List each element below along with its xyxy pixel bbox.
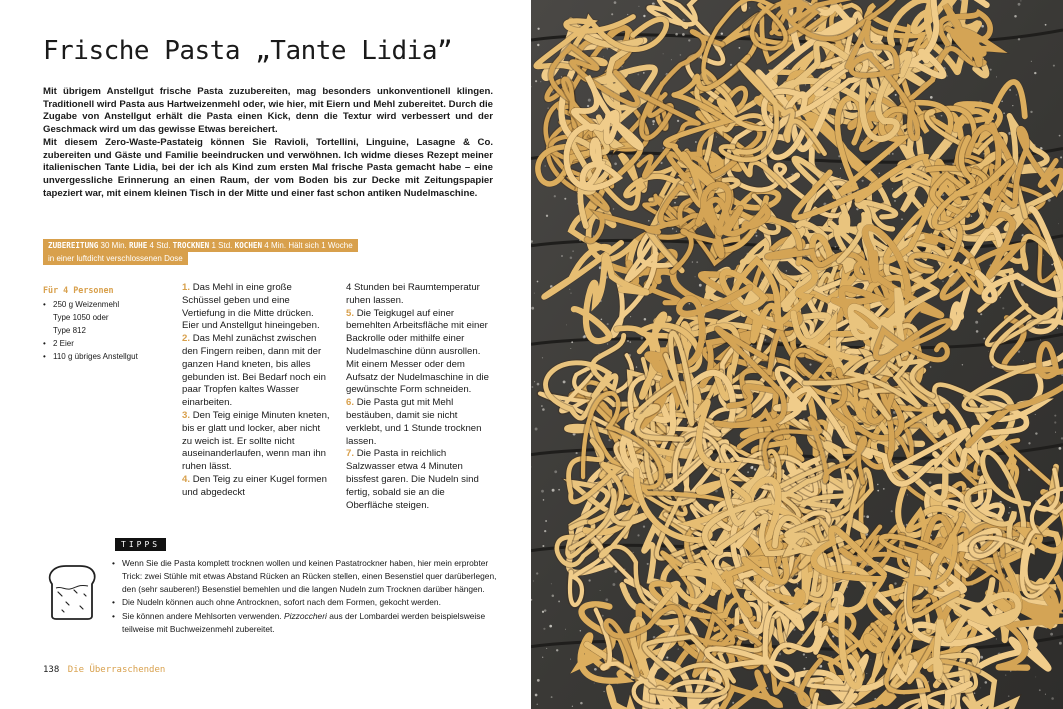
cook-value: 4 Min. [264, 241, 287, 250]
flour-speck [895, 94, 897, 96]
flour-speck [894, 200, 896, 202]
flour-speck [942, 281, 944, 283]
step [182, 410, 330, 474]
flour-speck [1031, 61, 1032, 62]
flour-speck [676, 231, 677, 232]
flour-speck [786, 270, 787, 271]
tipps-list [112, 557, 497, 637]
flour-speck [556, 649, 558, 651]
flour-speck [754, 468, 756, 470]
flour-speck [612, 583, 615, 586]
step [182, 282, 330, 333]
flour-speck [536, 572, 538, 574]
tip-item [112, 610, 497, 636]
flour-speck [644, 318, 647, 321]
step-number: 7. [346, 448, 355, 460]
tipps-label: TIPPS [115, 538, 166, 551]
flour-speck [576, 452, 578, 454]
flour-speck [546, 648, 547, 649]
flour-speck [541, 490, 544, 493]
flour-speck [603, 691, 604, 692]
flour-speck [1059, 447, 1062, 450]
flour-speck [1057, 328, 1058, 329]
flour-speck [542, 357, 543, 358]
flour-speck [605, 598, 608, 601]
flour-speck [732, 702, 734, 704]
step-text: Die Pasta gut mit Mehl bestäuben, damit sie nicht verklebt, und 1 Stunde trocknen lassen. [346, 397, 482, 447]
step [182, 333, 330, 410]
flour-speck [1035, 432, 1037, 434]
flour-speck [675, 33, 678, 36]
flour-speck [682, 33, 685, 36]
flour-speck [558, 600, 560, 602]
step [346, 448, 494, 512]
step [346, 282, 494, 308]
page-title: Frische Pasta „Tante Lidia” [43, 36, 453, 66]
flour-speck [985, 681, 988, 684]
flour-speck [1030, 111, 1032, 113]
flour-speck [569, 289, 570, 290]
step-number: 2. [182, 333, 191, 345]
flour-speck [1040, 339, 1041, 340]
flour-speck [554, 470, 557, 473]
flour-speck [1054, 415, 1056, 417]
step-text: Die Pasta in reichlich Salzwasser etwa 4 Minuten bissfest garen. Die Nudeln sind fertig, sobald sie an die Oberfläche steigen. [346, 448, 479, 511]
flour-speck [1002, 307, 1004, 309]
section-name: Die Überraschenden [67, 665, 166, 675]
prep-label: ZUBEREITUNG [48, 241, 99, 250]
flour-speck [546, 215, 548, 217]
flour-speck [840, 168, 841, 169]
flour-speck [883, 488, 885, 490]
flour-speck [1016, 94, 1018, 96]
flour-speck [1051, 697, 1054, 700]
flour-speck [636, 366, 637, 367]
flour-speck [607, 323, 609, 325]
step-number: 5. [346, 307, 355, 319]
flour-speck [535, 428, 538, 431]
flour-speck [566, 324, 567, 325]
flour-speck [1038, 325, 1039, 326]
flour-speck [534, 381, 535, 382]
flour-speck [637, 534, 639, 536]
flour-speck [891, 510, 893, 512]
flour-speck [976, 330, 979, 333]
flour-speck [672, 228, 674, 230]
flour-speck [558, 489, 560, 491]
flour-speck [809, 364, 811, 366]
flour-speck [651, 39, 652, 40]
step-text: Die Teigkugel auf einer bemehlten Arbeitsfläche mit einer Backrolle oder mithilfe einer Nudelmaschine dünn ausrollen. Mit einem Messer oder dem Aufsatz der Nudelmaschine in die gewünschte Form schneiden. [346, 307, 489, 396]
flour-speck [930, 366, 932, 368]
flour-speck [643, 72, 645, 74]
flour-speck [611, 13, 613, 15]
flour-speck [663, 54, 664, 55]
flour-speck [879, 173, 880, 174]
step [346, 308, 494, 398]
steps-column-2 [346, 282, 494, 512]
intro-text [43, 86, 493, 200]
flour-speck [1051, 264, 1053, 266]
flour-speck [542, 611, 544, 613]
steps-column-1 [182, 282, 330, 500]
flour-speck [653, 123, 655, 125]
flour-speck [531, 307, 534, 310]
keep-line-1: Hält sich 1 Woche [288, 241, 353, 250]
flour-speck [570, 659, 571, 660]
step-number: 6. [346, 397, 355, 409]
pasta-illustration [531, 0, 1063, 709]
flour-speck [652, 120, 655, 123]
info-line-2 [43, 252, 188, 265]
flour-speck [537, 28, 539, 30]
ingredient-sub: Type 812 [53, 326, 86, 335]
step-number: 3. [182, 409, 191, 421]
flour-speck [677, 120, 679, 122]
flour-speck [990, 69, 992, 71]
flour-speck [1045, 694, 1046, 695]
flour-speck [614, 162, 617, 165]
flour-speck [1020, 0, 1021, 1]
flour-speck [716, 137, 717, 138]
flour-speck [1055, 432, 1056, 433]
flour-speck [1018, 3, 1021, 6]
flour-speck [572, 250, 574, 252]
flour-speck [696, 261, 698, 263]
flour-speck [975, 321, 978, 324]
flour-speck [677, 648, 679, 650]
flour-speck [571, 341, 573, 343]
flour-speck [756, 235, 758, 237]
flour-speck [1000, 297, 1001, 298]
step-text: Das Mehl zunächst zwischen den Fingern reiben, dann mit der ganzen Hand kneten, bis alles gebunden ist. Bei Bedarf noch ein paar Tropfen kaltes Wasser einarbeiten. [182, 333, 327, 409]
flour-speck [835, 246, 837, 248]
flour-speck [941, 115, 943, 117]
flour-speck [980, 687, 981, 688]
flour-speck [551, 696, 553, 698]
flour-speck [561, 255, 563, 257]
flour-speck [614, 1, 617, 4]
flour-speck [537, 383, 540, 386]
flour-speck [877, 490, 879, 492]
flour-speck [871, 659, 872, 660]
flour-speck [570, 292, 572, 294]
pasta-photo [531, 0, 1063, 709]
flour-speck [806, 657, 807, 658]
rest-value: 4 Std. [149, 241, 171, 250]
tip-item: • Die Nudeln können auch ohne Antrocknen, sofort nach dem Formen, gekocht werden. [112, 596, 497, 609]
flour-speck [535, 80, 537, 82]
flour-speck [534, 293, 535, 294]
flour-speck [862, 180, 864, 182]
step-text: Den Teig einige Minuten kneten, bis er glatt und locker, aber nicht zu weich ist. Er sollte nicht auseinanderlaufen, wenn man ihn ruhen lässt. [182, 409, 330, 473]
step-number: 4. [182, 473, 191, 485]
intro-paragraph-2: Mit diesem Zero-Waste-Pastateig können Sie Ravioli, Tortellini, Linguine, Lasagne & Co. zubereiten und Gäste und Familie beeindrucken und verwöhnen. Ich widme dieses Rezept meiner italienischen Tante Lidia, bei der ich als Kind zum ersten Mal frische Pasta gemacht habe – eine unvergessliche Erinnerung an einen Raum, der vom Boden bis zur Decke mit Zeitungspapier tapeziert war, mit einem kleinen Tisch in der Mitte und einer fast schon antiken Nudelmaschine. [43, 136, 493, 199]
flour-speck [689, 303, 690, 304]
flour-speck [1060, 156, 1062, 158]
cook-label: KOCHEN [234, 241, 263, 250]
ingredient-item: • 110 g übriges Anstellgut [43, 350, 173, 363]
flour-speck [699, 284, 702, 287]
flour-speck [1059, 135, 1061, 137]
flour-speck [787, 67, 788, 68]
flour-speck [544, 609, 546, 611]
flour-speck [630, 316, 631, 317]
flour-speck [901, 218, 903, 220]
flour-speck [643, 15, 645, 17]
flour-speck [638, 6, 639, 7]
flour-speck [747, 471, 749, 473]
flour-speck [570, 348, 571, 349]
flour-speck [1023, 360, 1024, 361]
flour-speck [1039, 689, 1041, 691]
flour-speck [531, 86, 532, 87]
flour-speck [907, 494, 908, 495]
flour-speck [1008, 695, 1010, 697]
flour-speck [1012, 105, 1013, 106]
flour-speck [1035, 676, 1036, 677]
step [182, 474, 330, 500]
flour-speck [542, 408, 545, 411]
flour-speck [721, 32, 723, 34]
page-number: 138 [43, 665, 60, 675]
flour-speck [1050, 633, 1053, 636]
flour-speck [603, 56, 604, 57]
flour-speck [537, 679, 540, 682]
flour-speck [680, 54, 682, 56]
flour-speck [1008, 512, 1010, 514]
flour-speck [627, 340, 629, 342]
flour-speck [607, 343, 608, 344]
flour-speck [542, 545, 544, 547]
flour-speck [637, 73, 639, 75]
flour-speck [614, 570, 617, 573]
rest-label: RUHE [129, 241, 148, 250]
flour-speck [564, 198, 566, 200]
flour-speck [549, 625, 552, 628]
flour-speck [533, 580, 534, 581]
dry-label: TROCKNEN [172, 241, 210, 250]
tip-text: Sie können andere Mehlsorten verwenden. [122, 611, 282, 622]
flour-speck [537, 44, 539, 46]
flour-speck [1003, 112, 1005, 114]
page-footer [43, 664, 165, 675]
flour-speck [572, 706, 573, 707]
step-text: 4 Stunden bei Raumtemperatur ruhen lassen. [346, 282, 480, 306]
ingredient-sub: Type 1050 oder [53, 313, 109, 322]
intro-paragraph-1: Mit übrigem Anstellgut frische Pasta zuzubereiten, mag besonders unkonventionell klingen. Traditionell wird Pasta aus Hartweizenmehl oder, wie hier, mit Eiern und Mehl zubereitet. Durch die Zugabe von Anstellgut erhält die Pasta einen Kick, denn die Textur wird verbessert und der Geschmack wird um das gewisse Etwas bereichert. [43, 86, 493, 136]
flour-speck [749, 7, 751, 9]
flour-speck [695, 141, 697, 143]
flour-speck [570, 256, 573, 259]
flour-speck [544, 530, 546, 532]
flour-speck [892, 153, 894, 155]
step-text: Das Mehl in eine große Schüssel geben und eine Vertiefung in die Mitte drücken. Eier und Anstellgut hineingeben. [182, 282, 320, 332]
ingredients-heading: Für 4 Personen [43, 285, 114, 295]
flour-speck [1009, 89, 1011, 91]
flour-speck [930, 96, 933, 99]
flour-speck [688, 39, 690, 41]
flour-speck [803, 668, 805, 670]
flour-speck [1058, 223, 1059, 224]
flour-speck [892, 188, 893, 189]
toast-icon [44, 562, 100, 622]
keep-line-2: in einer luftdicht verschlossenen Dose [48, 254, 183, 263]
dry-value: 1 Std. [211, 241, 233, 250]
flour-speck [866, 673, 867, 674]
left-page [0, 0, 531, 709]
flour-speck [962, 364, 963, 365]
flour-speck [740, 439, 741, 440]
flour-speck [1059, 642, 1062, 645]
flour-speck [543, 499, 545, 501]
flour-speck [674, 202, 676, 204]
flour-speck [666, 657, 668, 659]
flour-speck [643, 525, 645, 527]
flour-speck [866, 515, 869, 518]
flour-speck [545, 165, 546, 166]
flour-speck [996, 76, 997, 77]
tip-item: • Wenn Sie die Pasta komplett trocknen wollen und keinen Pastatrockner haben, hier mein erprobter Trick: zwei Stühle mit etwas Abstand Rücken an Rücken stellen, einen Besenstiel quer darüberlegen, den (sehr sauberen!) Besenstiel bemehlen und die langen Nudeln zum Trocknen darüber hängen. [112, 557, 497, 595]
tip-emphasis: Pizzoccheri [284, 611, 327, 622]
flour-speck [648, 220, 650, 222]
flour-speck [545, 520, 547, 522]
flour-speck [738, 47, 740, 49]
flour-speck [540, 81, 541, 82]
flour-speck [588, 99, 591, 102]
tip-text: aus der Lombardei werden beispielsweise teilweise mit Buchweizenmehl zubereitet. [122, 611, 486, 634]
flour-speck [647, 563, 649, 565]
flour-speck [671, 59, 672, 60]
flour-speck [1034, 72, 1036, 74]
flour-speck [543, 628, 545, 630]
flour-speck [535, 694, 538, 697]
flour-speck [537, 281, 539, 283]
flour-speck [694, 276, 695, 277]
recipe-info-bar [43, 239, 358, 265]
flour-speck [1045, 24, 1047, 26]
flour-speck [551, 583, 552, 584]
flour-speck [877, 484, 878, 485]
flour-speck [1014, 15, 1017, 18]
flour-speck [601, 319, 603, 321]
flour-speck [594, 668, 597, 671]
step-number: 1. [182, 282, 191, 293]
flour-speck [542, 657, 543, 658]
ingredient-item: • 250 g Weizenmehl [43, 298, 173, 311]
flour-speck [600, 590, 601, 591]
flour-speck [803, 653, 805, 655]
info-line-1 [43, 239, 358, 252]
flour-speck [894, 582, 896, 584]
flour-speck [641, 337, 644, 340]
step-text: Den Teig zu einer Kugel formen und abgedeckt [182, 473, 327, 498]
flour-speck [730, 64, 732, 66]
flour-speck [552, 489, 555, 492]
ingredient-item: • 2 Eier [43, 337, 173, 350]
flour-speck [588, 579, 590, 581]
flour-speck [1018, 38, 1020, 40]
flour-speck [1035, 414, 1036, 415]
flour-speck [537, 704, 538, 705]
flour-speck [587, 105, 589, 107]
flour-speck [565, 629, 566, 630]
flour-speck [580, 630, 581, 631]
flour-speck [531, 386, 533, 388]
flour-speck [1054, 421, 1056, 423]
flour-speck [613, 208, 614, 209]
flour-speck [563, 380, 566, 383]
flour-speck [627, 14, 628, 15]
flour-speck [580, 702, 583, 705]
flour-speck [630, 341, 631, 342]
flour-speck [552, 594, 555, 597]
flour-speck [1053, 65, 1055, 67]
flour-speck [1005, 675, 1006, 676]
flour-speck [1009, 507, 1010, 508]
flour-speck [692, 261, 694, 263]
ingredients-list [43, 284, 173, 363]
flour-speck [594, 683, 595, 684]
flour-speck [1028, 442, 1030, 444]
flour-speck [750, 466, 753, 469]
flour-speck [554, 195, 556, 197]
prep-value: 30 Min. [100, 241, 127, 250]
flour-speck [541, 405, 543, 407]
flour-speck [929, 481, 932, 484]
flour-speck [880, 609, 882, 611]
step [346, 397, 494, 448]
flour-speck [996, 639, 997, 640]
